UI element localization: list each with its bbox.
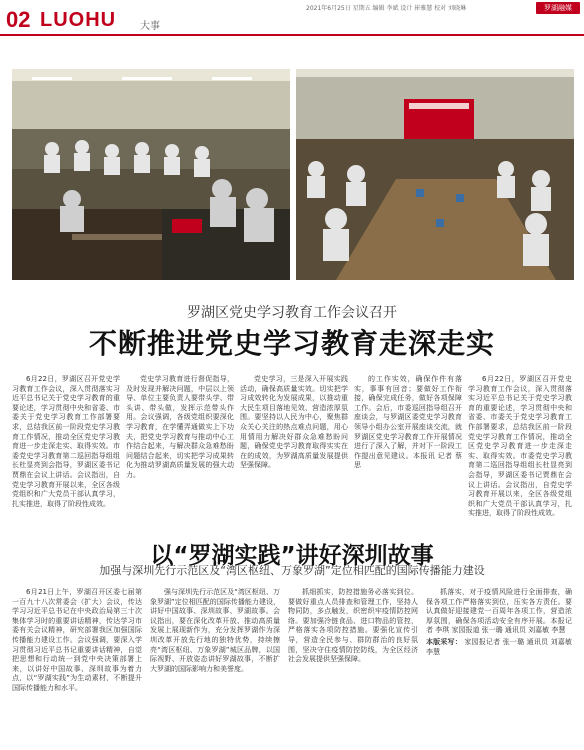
- credit-text: 家园报记者 张一璐 通讯员 刘嘉敏 李慧: [426, 637, 572, 656]
- article1-column-3: [240, 375, 348, 520]
- article1-paragraph: 6月22日，罗湖区召开党史学习教育工作会议，深入贯彻落实习近平总书记关于党史学习教育的重要论述，学习贯彻中央和省委、市委关于党史学习教育工作部署要求，总结我区前一阶段党史学习教育工作情况，推动全区党史学习教育进一步走深走实、取得实效。市委党史学习教育第二巡回指导组组长杜显亮到会指导，罗湖区委书记贾鼎在会议上讲话。会议指出，自党史学习教育开展以来，全区各级党组织和广大党员干部认真学习，扎实推进，取得了阶段性成效。: [12, 375, 120, 508]
- meeting-photo-left: [12, 69, 290, 280]
- article1-column-2: [126, 375, 234, 520]
- article1-paragraph: 的工作实效，确保作件有落实，事事有回音；要做好工作衔接，确保完成任务，做好各项保障工作。会后，市委巡回指导组召开座谈会，与罗湖区委党史学习教育领导小组办公室开展座谈交流，就罗湖区党史学习教育工作开展情况进行了深入了解，并对下一阶段工作提出意见建议。本报讯 记者 蔡思: [354, 375, 462, 470]
- article2-subtitle: 加强与深圳先行示范区及“湾区枢纽、万象罗湖”定位相匹配的国际传播能力建设: [99, 564, 485, 577]
- article1-column-1: [12, 375, 120, 520]
- article2-column-2: [150, 588, 280, 740]
- dateline: 2021年6月25日 星期五 编辑 李斌 设计 崔雅慧 校对 刘晓琳: [306, 5, 467, 12]
- article1-column-5: [468, 375, 572, 520]
- article2-paragraph: 抓细抓实，防控措施务必落实到位。要做好重点人员排查和管理工作，坚持人物同防，多点触发，织密织牢疫情防控网络。要加强冷链食品、进口物品的管控，严格落实各项防控措施。要强化宣传引导，营造全民参与、群防群治的良好氛围，坚决守住疫情防控防线，为全区经济社会发展提供坚强保障。: [288, 588, 418, 664]
- brand-logo: 罗湖融媒: [536, 2, 580, 14]
- page-number: 02: [6, 7, 31, 32]
- article1-title: 不断推进党史学习教育走深走实: [88, 327, 495, 360]
- section-label: 大事: [140, 21, 160, 32]
- article1-column-4: [354, 375, 462, 520]
- article2-paragraph: 6月21日上午，罗湖召开区委七届第一百九十八次常委会（扩大）会议，传达学习习近平总书记在中央政治局第三十次集体学习时的重要讲话精神，传达学习市委有关会议精神，研究部署我区加强国际传播能力建设工作。会议强调，要深入学习贯彻习近平总书记重要讲话精神，自觉把思想和行动统一到党中央决策部署上来，以讲好中国故事、深圳故事为着力点，以“罗湖实践”为生动素材，不断提升国际传播能力和水平。: [12, 588, 142, 692]
- article1-subtitle: 罗湖区党史学习教育工作会议召开: [187, 305, 397, 321]
- conference-room-image: [12, 69, 290, 280]
- header-rule: [0, 34, 584, 36]
- section-brand: LUOHU: [40, 9, 117, 31]
- article2-column-3: [288, 588, 418, 740]
- article1-paragraph: 党史学习教育进行督促指导，及时发现并解决问题，中层以上领导、单位主要负责人要带头学、带头讲、带头做，发挥示范带头作用。会议强调，各级党组织要深化学习教育，在学懂弄通做实上下功夫，把党史学习教育与推动中心工作结合起来，与解决群众急难愁盼问题结合起来，切实把学习成果转化为推动罗湖高质量发展的强大动力。: [126, 375, 234, 479]
- article2-credit: [426, 638, 572, 657]
- article1-paragraph: 6月22日，罗湖区召开党史学习教育工作会议，深入贯彻落实习近平总书记关于党史学习教育的重要论述，学习贯彻中央和省委、市委关于党史学习教育工作部署要求，总结我区前一阶段党史学习教育工作情况，推动全区党史学习教育进一步走深走实、取得实效。市委党史学习教育第二巡回指导组组长杜显亮到会指导，罗湖区委书记贾鼎在会议上讲话。会议指出，自党史学习教育开展以来，全区各级党组织和广大党员干部认真学习，扎实推进，取得了阶段性成效。: [468, 375, 572, 518]
- conference-table-image: [296, 69, 574, 280]
- article2-paragraph: 抓落实，对于疫情风险进行全面排查，确保各项工作严格落实到位，压实各方责任。要认真做好迎接建党一百周年各项工作，营造浓厚氛围，确保各项活动安全有序开展。本报记者 李琪 家园报道 张一璐 通讯员 刘嘉敏 李慧: [426, 588, 572, 635]
- article2-paragraph: 强与深圳先行示范区及“湾区枢纽、万象罗湖”定位相匹配的国际传播能力建设，讲好中国故事、深圳故事、罗湖故事。会议指出，要在深化改革开放、推动高质量发展上展现新作为，充分发挥罗湖作为深圳改革开放先行地的独特优势，持续擦亮“湾区枢纽、万象罗湖”城区品牌，以国际视野、开放姿态讲好罗湖故事，不断扩大罗湖的国际影响力和美誉度。: [150, 588, 280, 673]
- credit-label: 本版采写：: [426, 637, 462, 646]
- meeting-photo-right: [296, 69, 574, 280]
- article2-column-4: [426, 588, 572, 740]
- article2-column-1: [12, 588, 142, 740]
- page-header: [0, 0, 584, 30]
- article1-paragraph: 党史学习，三是深入开展实践活动，确保高质量实效。切实把学习成效转化为发展成果，以推动重大民生项目落地见效、营造浓厚氛围。要坚持以人民为中心，聚焦群众关心关注的热点难点问题，用心用情用力解决好群众急难愁盼问题，确保党史学习教育取得实实在在的成效，为罗湖高质量发展提供坚强保障。: [240, 375, 348, 470]
- article2-title: 以“罗湖实践”讲好深圳故事: [150, 543, 434, 569]
